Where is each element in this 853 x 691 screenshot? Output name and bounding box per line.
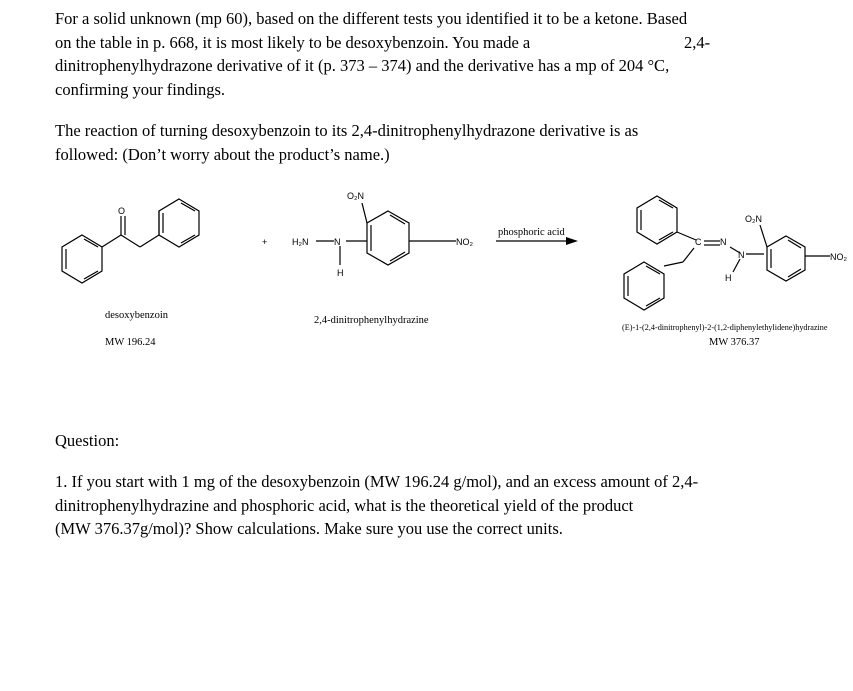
atom-product-no2: NO₂ [830,252,847,262]
reactant1-mw: MW 196.24 [105,337,156,348]
question-line-2: dinitrophenylhydrazine and phosphoric acid, what is the theoretical yield of the product [55,495,634,515]
intro-line-2b: 2,4- [684,32,711,52]
reaction-arrow [496,237,578,245]
atom-h2n: H₂N [292,237,309,247]
product-ring-top [637,196,677,244]
question-line-1: 1. If you start with 1 mg of the desoxybenzoin (MW 196.24 g/mol), and an excess amount of 2,4- [55,472,699,491]
intro-line-1: For a solid unknown (mp 60), based on the different tests you identified it to be a ketone. Based [55,9,688,28]
intro-line-2 [55,31,755,55]
reactant2-name: 2,4-dinitrophenylhydrazine [314,315,429,326]
intro-line-4: confirming your findings. [55,79,226,99]
atom-product-h: H [725,273,732,283]
desoxybenzoin-ring-left [62,235,102,283]
product-dnp-ring [767,236,805,281]
reactant1-name: desoxybenzoin [105,310,168,321]
question-label: Question: [55,431,120,450]
reaction-paragraph [55,119,755,166]
bond-ring-carbonyl [102,235,121,247]
reaction-line-1: The reaction of turning desoxybenzoin to its 2,4-dinitrophenylhydrazone derivative is as [55,121,639,140]
atom-product-c: C [695,237,702,247]
atom-h: H [337,268,344,278]
atom-o2n: O₂N [347,191,364,201]
intro-paragraph [55,7,755,101]
dnph-ring [316,203,456,265]
plus-sign: + [262,237,268,247]
intro-line-2a: on the table in p. 668, it is most likely to be desoxybenzoin. You made a [55,32,531,52]
atom-oxygen: O [118,206,126,216]
question-line-3: (MW 376.37g/mol)? Show calculations. Make sure you use the correct units. [55,519,563,538]
atom-product-o2n: O₂N [745,214,762,224]
intro-line-3: dinitrophenylhydrazone derivative of it (p. 373 – 374) and the derivative has a mp of 204 °C, [55,56,670,75]
atom-no2: NO₂ [456,237,473,247]
atom-product-n1: N [720,237,727,247]
product-ring-bottom [624,262,664,310]
product-mw: MW 376.37 [709,337,760,348]
reaction-line-2: followed: (Don’t worry about the product’s name.) [55,144,390,164]
reagent-label: phosphoric acid [498,227,565,238]
desoxybenzoin-ring-right [159,199,199,247]
bond-carbonyl-ch2 [121,235,140,247]
atom-product-n2: N [738,250,745,260]
question-text [55,470,775,541]
atom-n: N [334,237,341,247]
product-name: (E)-1-(2,4-dinitrophenyl)-2-(1,2-diphenylethylidene)hydrazine [622,323,828,332]
